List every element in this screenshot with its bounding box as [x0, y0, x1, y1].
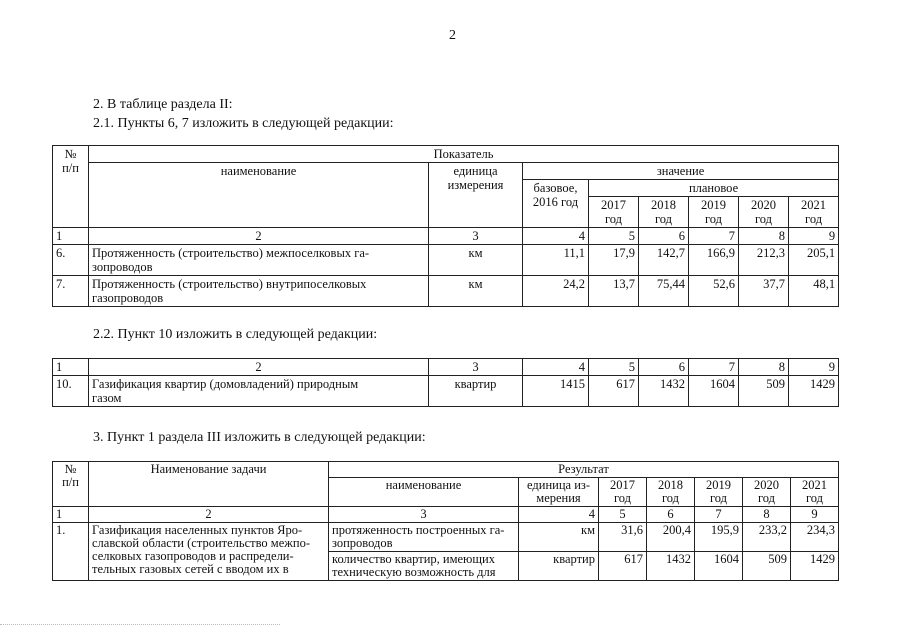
col-num: 9 — [789, 359, 839, 376]
col-num: 4 — [519, 507, 599, 523]
row-base: 11,1 — [523, 245, 589, 276]
header-year-2021: 2021 год — [791, 478, 839, 507]
column-number-row — [53, 507, 839, 523]
row-base: 1415 — [523, 376, 589, 407]
row-2019: 52,6 — [689, 276, 739, 307]
header-year-2021: 2021 год — [789, 197, 839, 228]
result-2020: 233,2 — [743, 523, 791, 552]
row-2021: 205,1 — [789, 245, 839, 276]
table-row — [53, 376, 839, 407]
col-num: 6 — [647, 507, 695, 523]
row-2017: 17,9 — [589, 245, 639, 276]
header-indicator: Показатель — [89, 146, 839, 163]
row-2017: 13,7 — [589, 276, 639, 307]
col-num: 5 — [589, 359, 639, 376]
col-num: 8 — [743, 507, 791, 523]
row-task: Газификация населенных пунктов Яро- славской области (строительство межпо- селковых газопроводов и распредели- тельных газовых сетей с вводом их в — [89, 523, 329, 581]
header-value: значение — [523, 163, 839, 180]
page-number: 2 — [449, 28, 456, 43]
header-unit: единица из- мерения — [519, 478, 599, 507]
header-no: № п/п — [53, 146, 89, 228]
table-row — [53, 276, 839, 307]
result-name: количество квартир, имеющих техническую возможность для — [329, 552, 519, 581]
table-row — [53, 523, 839, 552]
header-planned: плановое — [589, 180, 839, 197]
row-name: Протяженность (строительство) внутрипоселковых газопроводов — [89, 276, 429, 307]
indicators-table-section-2 — [52, 145, 839, 307]
col-num: 8 — [739, 228, 789, 245]
header-task: Наименование задачи — [89, 462, 329, 507]
header-result: Результат — [329, 462, 839, 478]
header-year-2018: 2018 год — [647, 478, 695, 507]
row-2020: 212,3 — [739, 245, 789, 276]
row-unit: км — [429, 245, 523, 276]
col-num: 7 — [689, 228, 739, 245]
header-name: наименование — [329, 478, 519, 507]
header-no: № п/п — [53, 462, 89, 507]
result-2018: 200,4 — [647, 523, 695, 552]
result-unit: км — [519, 523, 599, 552]
col-num: 9 — [791, 507, 839, 523]
subsection-2-2-heading: 2.2. Пункт 10 изложить в следующей редакции: — [93, 327, 378, 342]
header-year-2017: 2017 год — [599, 478, 647, 507]
section-3-heading: 3. Пункт 1 раздела III изложить в следующей редакции: — [93, 430, 426, 445]
row-no: 7. — [53, 276, 89, 307]
row-unit: квартир — [429, 376, 523, 407]
result-unit: квартир — [519, 552, 599, 581]
col-num: 9 — [789, 228, 839, 245]
column-number-row — [53, 228, 839, 245]
header-name: наименование — [89, 163, 429, 228]
result-2021: 234,3 — [791, 523, 839, 552]
col-num: 8 — [739, 359, 789, 376]
col-num: 3 — [429, 228, 523, 245]
col-num: 3 — [429, 359, 523, 376]
header-year-2020: 2020 год — [743, 478, 791, 507]
scan-artifact-line — [0, 624, 280, 625]
row-2019: 166,9 — [689, 245, 739, 276]
col-num: 7 — [689, 359, 739, 376]
indicators-table-item-10 — [52, 358, 839, 407]
col-num: 5 — [599, 507, 647, 523]
col-num: 1 — [53, 507, 89, 523]
row-2020: 509 — [739, 376, 789, 407]
row-2019: 1604 — [689, 376, 739, 407]
row-name: Газификация квартир (домовладений) природным газом — [89, 376, 429, 407]
tasks-table-section-3 — [52, 461, 839, 581]
table-row — [53, 245, 839, 276]
col-num: 7 — [695, 507, 743, 523]
result-2017: 31,6 — [599, 523, 647, 552]
col-num: 2 — [89, 228, 429, 245]
result-2020: 509 — [743, 552, 791, 581]
row-no: 6. — [53, 245, 89, 276]
result-2019: 1604 — [695, 552, 743, 581]
result-name: протяженность построенных га- зопроводов — [329, 523, 519, 552]
row-2020: 37,7 — [739, 276, 789, 307]
col-num: 4 — [523, 359, 589, 376]
row-2017: 617 — [589, 376, 639, 407]
row-2021: 1429 — [789, 376, 839, 407]
column-number-row — [53, 359, 839, 376]
col-num: 6 — [639, 228, 689, 245]
row-2018: 1432 — [639, 376, 689, 407]
row-no: 1. — [53, 523, 89, 581]
col-num: 2 — [89, 359, 429, 376]
subsection-2-1-heading: 2.1. Пункты 6, 7 изложить в следующей редакции: — [93, 116, 394, 131]
result-2017: 617 — [599, 552, 647, 581]
result-2021: 1429 — [791, 552, 839, 581]
col-num: 2 — [89, 507, 329, 523]
row-2018: 75,44 — [639, 276, 689, 307]
row-name: Протяженность (строительство) межпоселковых га- зопроводов — [89, 245, 429, 276]
col-num: 3 — [329, 507, 519, 523]
result-2018: 1432 — [647, 552, 695, 581]
row-no: 10. — [53, 376, 89, 407]
header-unit: единица измерения — [429, 163, 523, 228]
col-num: 5 — [589, 228, 639, 245]
col-num: 1 — [53, 228, 89, 245]
section-2-heading: 2. В таблице раздела II: — [93, 97, 233, 112]
header-year-2017: 2017 год — [589, 197, 639, 228]
header-year-2019: 2019 год — [695, 478, 743, 507]
row-base: 24,2 — [523, 276, 589, 307]
header-year-2019: 2019 год — [689, 197, 739, 228]
row-2021: 48,1 — [789, 276, 839, 307]
header-base-year: базовое, 2016 год — [523, 180, 589, 228]
col-num: 1 — [53, 359, 89, 376]
row-unit: км — [429, 276, 523, 307]
row-2018: 142,7 — [639, 245, 689, 276]
result-2019: 195,9 — [695, 523, 743, 552]
header-year-2020: 2020 год — [739, 197, 789, 228]
header-year-2018: 2018 год — [639, 197, 689, 228]
col-num: 4 — [523, 228, 589, 245]
col-num: 6 — [639, 359, 689, 376]
